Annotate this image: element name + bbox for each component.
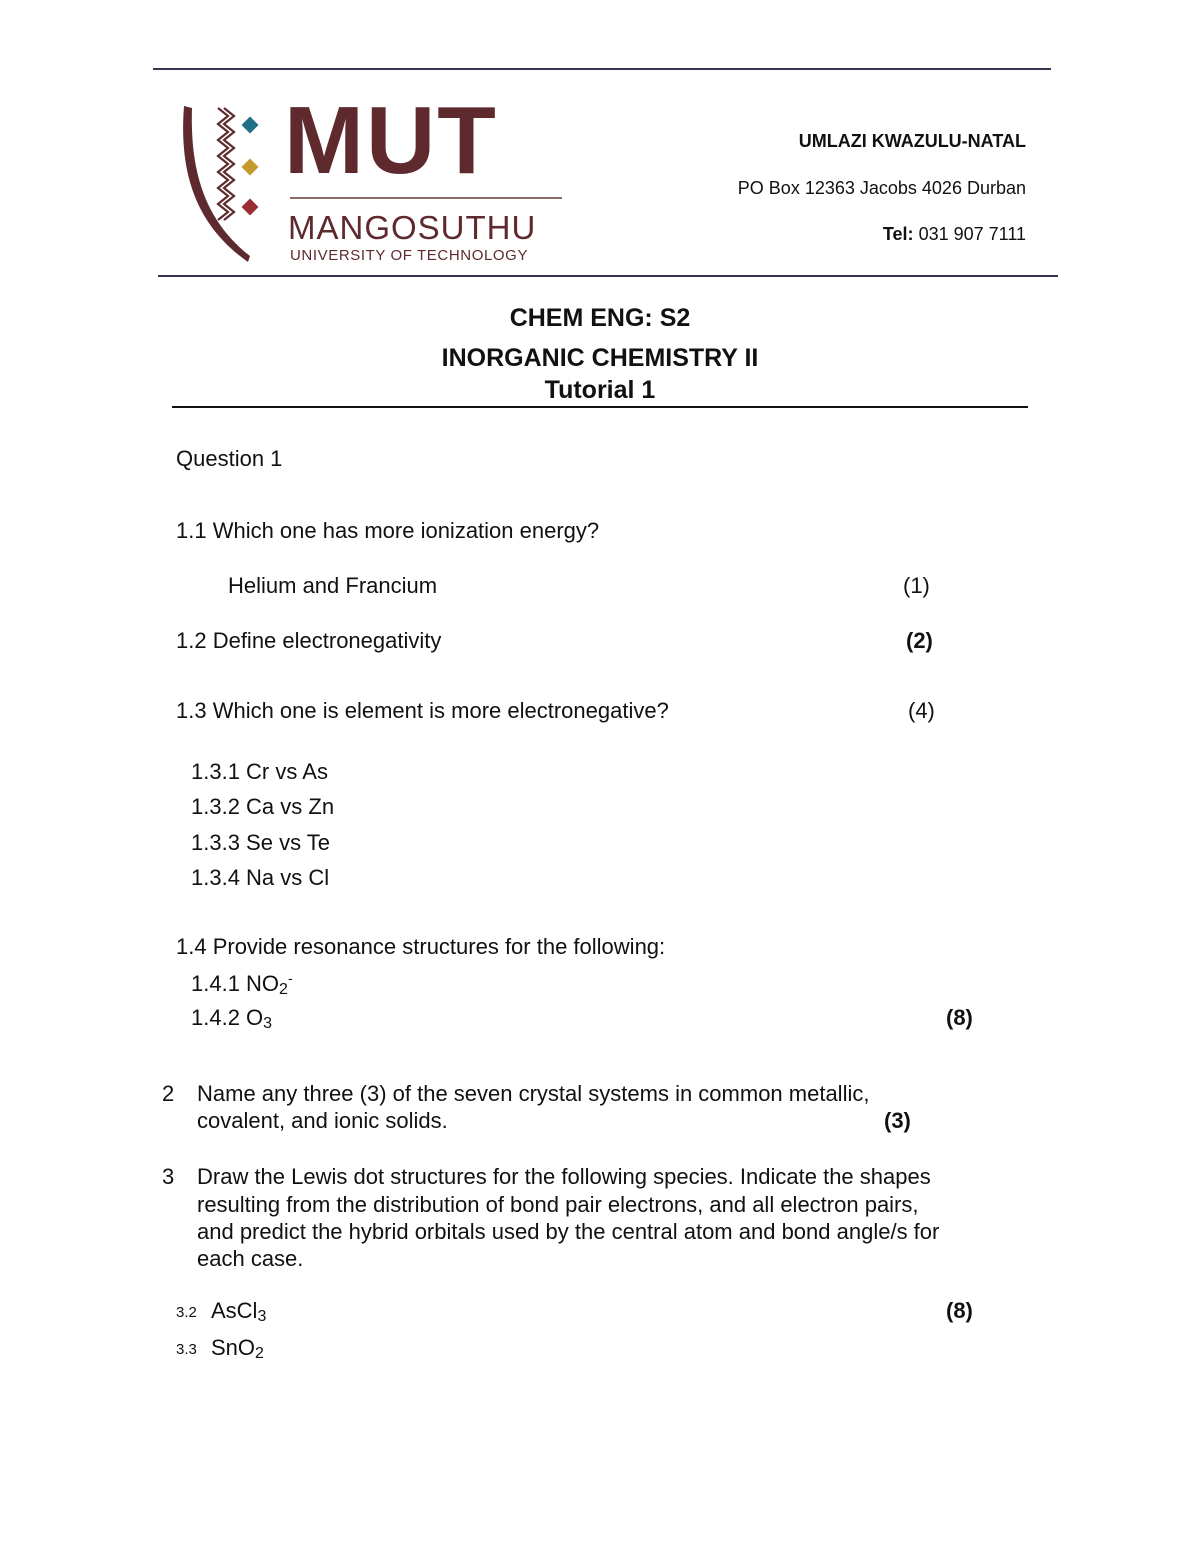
tutorial-title: Tutorial 1 <box>544 376 656 404</box>
header-bottom-rule <box>158 275 1058 277</box>
question-1-4-marks: (8) <box>946 1005 973 1030</box>
question-3-2-number: 3.2 <box>176 1304 197 1321</box>
question-1-1-text: 1.1 Which one has more ionization energy? <box>176 518 600 543</box>
question-1-4-1-superscript: - <box>287 970 293 986</box>
question-3-number: 3 <box>162 1164 175 1189</box>
question-1-4-1-formula: 1.4.1 NO <box>191 971 280 996</box>
question-2-line-1: Name any three (3) of the seven crystal systems in common metallic, <box>197 1081 870 1106</box>
course-code: CHEM ENG: S2 <box>509 304 691 332</box>
question-1-3-3: 1.3.3 Se vs Te <box>191 830 331 855</box>
logo-emblem-icon <box>178 100 278 268</box>
question-1-4-1-subscript: 2 <box>279 981 288 998</box>
question-1-2-text: 1.2 Define electronegativity <box>176 628 442 653</box>
question-1-4-2 <box>191 1005 272 1033</box>
question-1-3-4: 1.3.4 Na vs Cl <box>191 865 330 890</box>
telephone-label: Tel: <box>882 224 914 244</box>
question-3-line-1: Draw the Lewis dot structures for the following species. Indicate the shapes <box>197 1164 931 1189</box>
question-1-1-marks: (1) <box>903 573 930 598</box>
logo-subtitle: UNIVERSITY OF TECHNOLOGY <box>290 247 529 264</box>
telephone-number: 031 907 7111 <box>918 224 1026 244</box>
telephone <box>883 224 1026 245</box>
address-line-2: PO Box 12363 Jacobs 4026 Durban <box>737 178 1026 198</box>
question-1-4-2-formula: 1.4.2 O <box>191 1005 264 1030</box>
question-1-3-text: 1.3 Which one is element is more electronegative? <box>176 698 669 723</box>
question-1-1-option: Helium and Francium <box>228 573 438 598</box>
question-1-heading: Question 1 <box>176 446 283 471</box>
header-top-rule <box>153 68 1051 70</box>
question-1-4-2-subscript: 3 <box>263 1015 273 1032</box>
question-1-3-2: 1.3.2 Ca vs Zn <box>191 794 335 819</box>
question-1-4-1 <box>191 970 293 999</box>
logo-divider <box>290 197 562 199</box>
question-1-4-text: 1.4 Provide resonance structures for the following: <box>176 934 666 959</box>
question-2-line-2: covalent, and ionic solids. <box>197 1108 448 1133</box>
question-3-3-subscript: 2 <box>255 1345 264 1362</box>
question-1-2-marks: (2) <box>906 628 933 653</box>
question-3-line-3: and predict the hybrid orbitals used by the central atom and bond angle/s for <box>197 1219 940 1244</box>
question-1-3-marks: (4) <box>908 698 935 723</box>
question-3-marks: (8) <box>946 1298 973 1323</box>
course-title: INORGANIC CHEMISTRY II <box>441 344 759 372</box>
question-3-3-number: 3.3 <box>176 1341 197 1358</box>
logo-name: MANGOSUTHU <box>288 209 537 246</box>
title-underline <box>172 406 1028 408</box>
question-3-3-formula-base: SnO <box>211 1335 256 1360</box>
question-3-2-subscript: 3 <box>257 1308 267 1325</box>
logo-wordmark: MUT <box>284 87 498 194</box>
question-3-2-formula-base: AsCl <box>211 1298 258 1323</box>
address-line-1: UMLAZI KWAZULU-NATAL <box>798 131 1026 151</box>
question-3-line-4: each case. <box>197 1246 304 1271</box>
question-3-2-formula <box>211 1298 266 1326</box>
question-3-line-2: resulting from the distribution of bond pair electrons, and all electron pairs, <box>197 1192 919 1217</box>
question-2-number: 2 <box>162 1081 175 1106</box>
question-2-marks: (3) <box>884 1108 911 1133</box>
university-logo <box>178 87 578 268</box>
question-3-3-formula <box>211 1335 264 1363</box>
question-1-3-1: 1.3.1 Cr vs As <box>191 759 328 784</box>
